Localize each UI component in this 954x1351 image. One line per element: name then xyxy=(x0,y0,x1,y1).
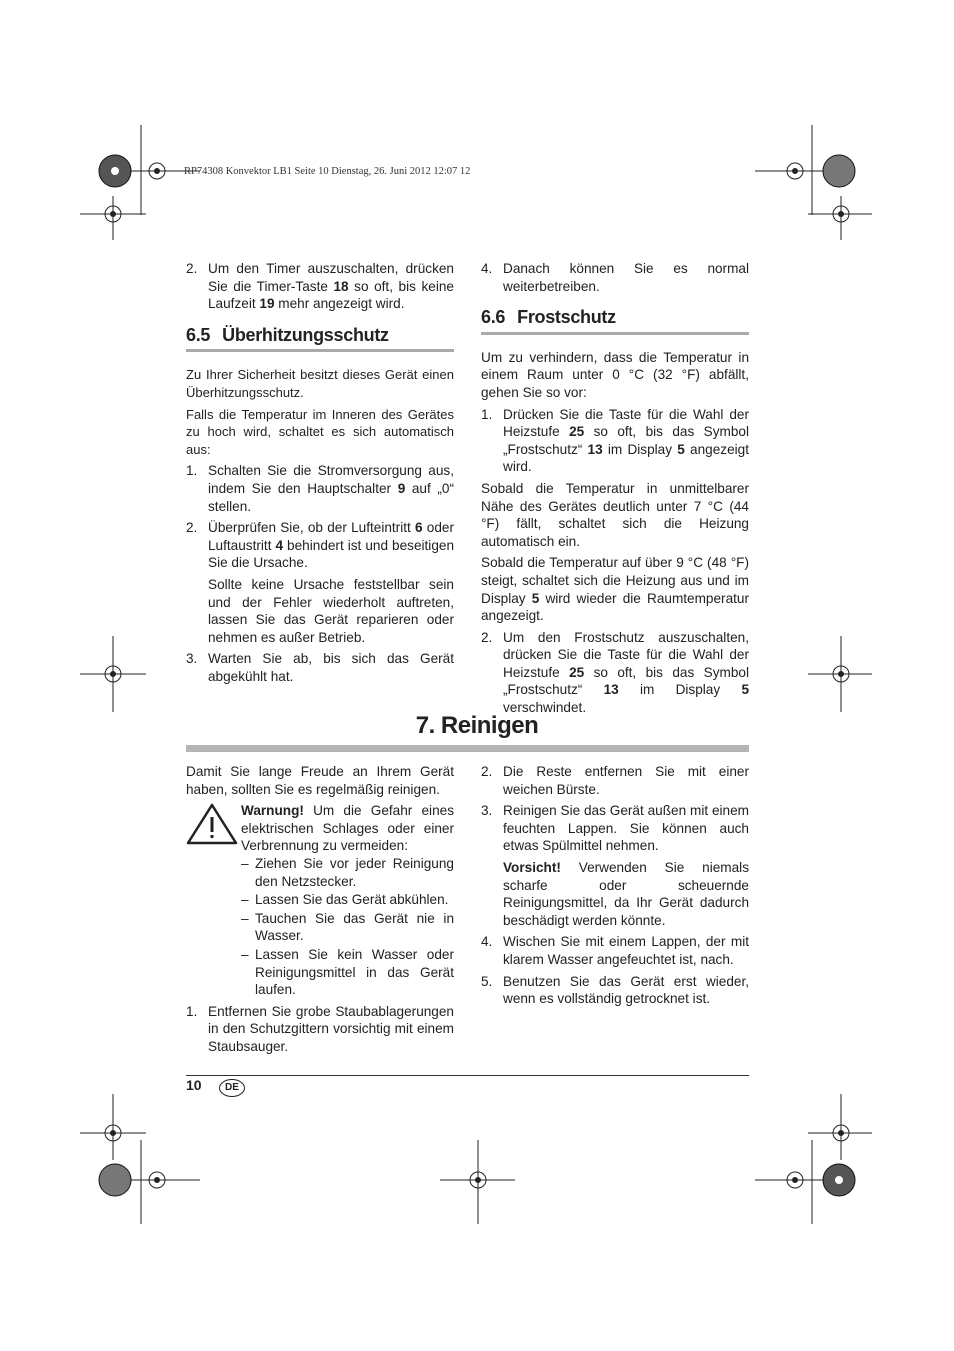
dash-item: – Lassen Sie kein Wasser oder Reinigungsmittel in das Gerät laufen. xyxy=(241,946,454,998)
list-item: 4. Wischen Sie mit einem Lappen, der mit klarem Wasser angefeuchtet ist, nach. xyxy=(481,934,749,967)
list-item: 2. Überprüfen Sie, ob der Lufteintritt 6 oder Luftaustritt 4 behindert ist und beseitigen Sie die Ursache. xyxy=(186,520,455,571)
paragraph: Damit Sie lange Freude an Ihrem Gerät haben, sollten Sie es regelmäßig reinigen. xyxy=(186,764,454,797)
warning-block: Warnung! Um die Gefahr eines elektrischen Schlages oder einer Verbrennung zu vermeiden: – Ziehen Sie vor jeder Reinigung den Netzstecker. – Lassen Sie das Gerät abkühlen. – Tauchen Sie das Gerät nie in Wasser. – Lassen Sie kein Wasser oder Reinigungsmittel in das Gerät laufen. xyxy=(186,802,454,999)
chapter-rule xyxy=(186,745,749,752)
cleaning-right-column xyxy=(481,763,749,1012)
left-column xyxy=(186,260,454,689)
list-item: 2. Die Reste entfernen Sie mit einer weichen Bürste. xyxy=(481,764,749,797)
list-item: 2. Um den Timer auszuschalten, drücken Sie die Timer-Taste 18 so oft, bis keine Laufzeit 19 mehr angezeigt wird. xyxy=(186,261,454,312)
list-subparagraph: Sollte keine Ursache feststellbar sein und der Fehler wiederholt auftreten, lassen Sie das Gerät reparieren oder nehmen es außer Betrieb. xyxy=(208,576,454,645)
section-heading-6-5: 6.5 Überhitzungsschutz xyxy=(186,327,454,353)
warning-triangle-icon xyxy=(186,802,238,846)
caution-note: Vorsicht! Verwenden Sie niemals scharfe oder scheuernde Reinigungsmittel, da Ihr Gerät dadurch beschädigt werden könnte. xyxy=(503,859,749,928)
language-badge: DE xyxy=(219,1079,245,1097)
chapter-title: 7. Reinigen xyxy=(415,712,539,739)
list-item: 1. Entfernen Sie grobe Staubablagerungen in den Schutzgittern vorsichtig mit einem Staubsauger. xyxy=(186,1003,454,1054)
page-number: 10 xyxy=(186,1077,202,1093)
list-item: 4. Danach können Sie es normal weiterbetreiben. xyxy=(481,261,749,294)
cleaning-left-column xyxy=(186,763,454,1060)
list-item: 5. Benutzen Sie das Gerät erst wieder, wenn es vollständig getrocknet ist. xyxy=(481,973,749,1007)
right-column xyxy=(481,260,749,721)
print-slug: RP74308 Konvektor LB1 Seite 10 Dienstag, 26. Juni 2012 12:07 12 xyxy=(184,166,471,177)
paragraph: Falls die Temperatur im Inneren des Gerätes zu hoch wird, schaltet es sich automatisch aus: xyxy=(186,406,454,457)
paragraph: Sobald die Temperatur auf über 9 °C (48 °F) steigt, schaltet sich die Heizung aus und im Display 5 wird wieder die Raumtemperatur angezeigt. xyxy=(481,555,749,624)
dash-item: – Lassen Sie das Gerät abkühlen. xyxy=(241,892,449,908)
list-item: 1. Drücken Sie die Taste für die Wahl der Heizstufe 25 so oft, bis das Symbol „Frostschutz“ 13 im Display 5 angezeigt wird. xyxy=(481,406,749,475)
footer-rule xyxy=(186,1075,749,1076)
list-item: 3. Warten Sie ab, bis sich das Gerät abgekühlt hat. xyxy=(186,651,454,684)
section-heading-6-6: 6.6 Frostschutz xyxy=(481,309,749,335)
paragraph: Um zu verhindern, dass die Temperatur in einem Raum unter 0 °C (32 °F) abfällt, gehen Sie so vor: xyxy=(481,349,749,400)
paragraph: Sobald die Temperatur in unmittelbarer Nähe des Gerätes deutlich unter 7 °C (44 °F) fällt, schaltet sich die Heizung automatisch ein. xyxy=(481,480,749,549)
dash-item: – Tauchen Sie das Gerät nie in Wasser. xyxy=(241,910,454,944)
paragraph: Zu Ihrer Sicherheit besitzt dieses Gerät einen Überhitzungsschutz. xyxy=(186,367,454,400)
list-item: 3. Reinigen Sie das Gerät außen mit einem feuchten Lappen. Sie können auch etwas Spülmittel nehmen. xyxy=(481,803,749,854)
dash-item: – Ziehen Sie vor jeder Reinigung den Netzstecker. xyxy=(241,855,454,889)
list-item: 1. Schalten Sie die Stromversorgung aus, indem Sie den Hauptschalter 9 auf „0“ stellen. xyxy=(186,463,454,514)
list-item: 2. Um den Frostschutz auszuschalten, drücken Sie die Taste für die Wahl der Heizstufe 25 so oft, bis das Symbol „Frostschutz“ 13 im Display 5 verschwindet. xyxy=(481,629,749,716)
